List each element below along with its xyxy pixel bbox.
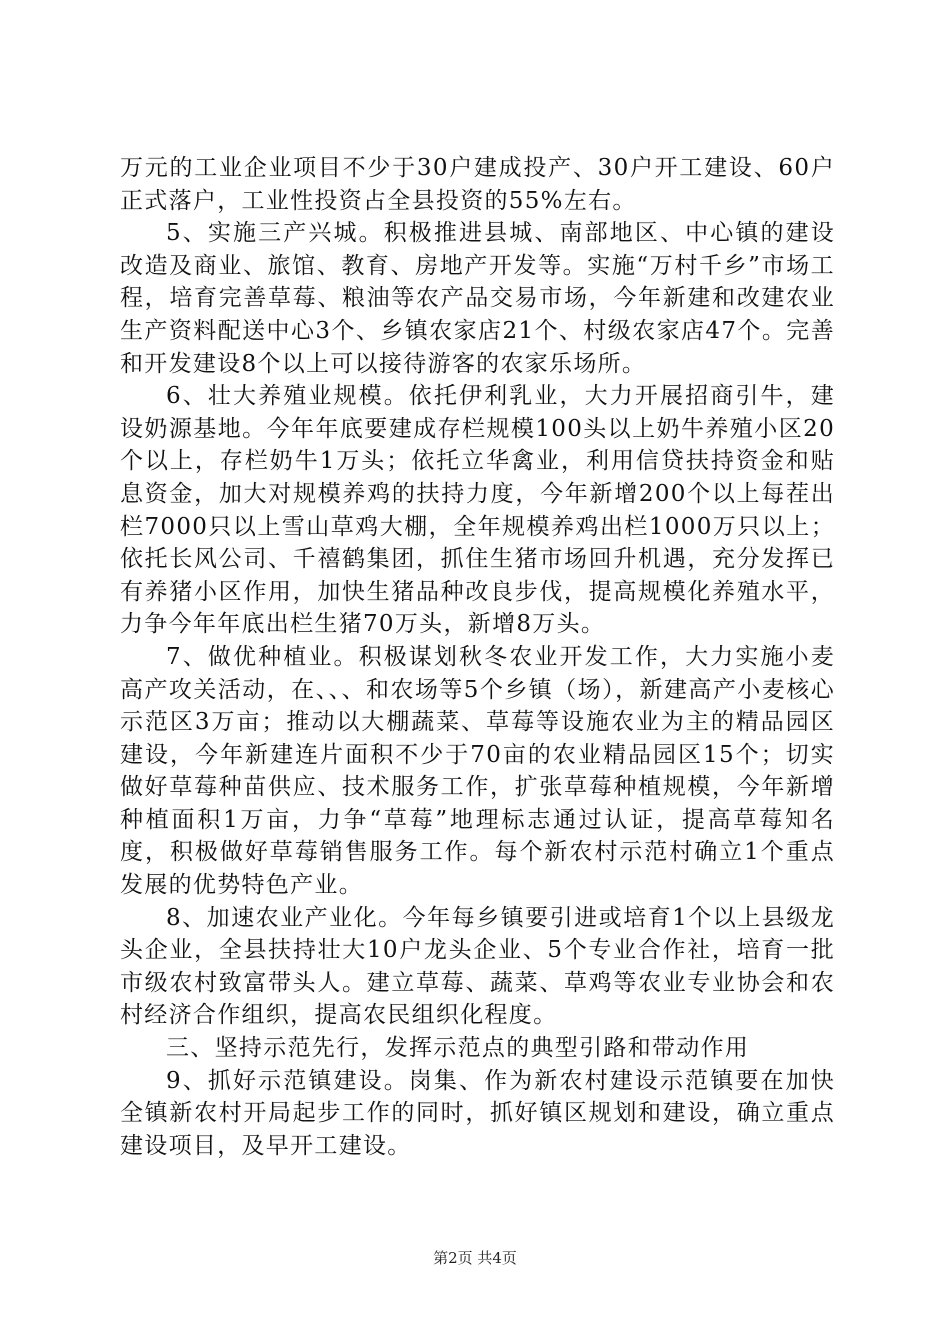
document-body xyxy=(120,152,835,1162)
paragraph-item-8: 8、加速农业产业化。今年每乡镇要引进或培育1个以上县级龙头企业，全县扶持壮大10户龙头企业、5个专业合作社，培育一批市级农村致富带头人。建立草莓、蔬菜、草鸡等农业专业协会和农村经济合作组织，提高农民组织化程度。 xyxy=(120,904,835,1029)
paragraph-continuation: 万元的工业企业项目不少于30户建成投产、30户开工建设、60户正式落户，工业性投资占全县投资的55%左右。 xyxy=(120,155,835,214)
paragraph-item-5: 5、实施三产兴城。积极推进县城、南部地区、中心镇的建设改造及商业、旅馆、教育、房地产开发等。实施“万村千乡”市场工程，培育完善草莓、粮油等农产品交易市场，今年新建和改建农业生产资料配送中心3个、乡镇农家店21个、村级农家店47个。完善和开发建设8个以上可以接待游客的农家乐场所。 xyxy=(120,220,835,377)
paragraph-item-7: 7、做优种植业。积极谋划秋冬农业开发工作，大力实施小麦高产攻关活动，在、、、和农场等5个乡镇（场），新建高产小麦核心示范区3万亩；推动以大棚蔬菜、草莓等设施农业为主的精品园区建设，今年新建连片面积不少于70亩的农业精品园区15个；切实做好草莓种苗供应、技术服务工作，扩张草莓种植规模，今年新增种植面积1万亩，力争“草莓”地理标志通过认证，提高草莓知名度，积极做好草莓销售服务工作。每个新农村示范村确立1个重点发展的优势特色产业。 xyxy=(120,643,835,899)
section-heading-3: 三、坚持示范先行，发挥示范点的典型引路和带动作用 xyxy=(166,1035,750,1062)
page-footer: 第2页 共4页 xyxy=(433,1249,517,1267)
paragraph-item-6: 6、壮大养殖业规模。依托伊利乳业，大力开展招商引牛，建设奶源基地。今年年底要建成存栏规模100头以上奶牛养殖小区20个以上，存栏奶牛1万头；依托立华禽业，利用信贷扶持资金和贴息资金，加大对规模养鸡的扶持力度，今年新增200个以上每茬出栏7000只以上雪山草鸡大棚，全年规模养鸡出栏1000万只以上；依托长风公司、千禧鹤集团，抓住生猪市场回升机遇，充分发挥已有养猪小区作用，加快生猪品种改良步伐，提高规模化养殖水平，力争今年年底出栏生猪70万头，新增8万头。 xyxy=(120,383,835,638)
paragraph-item-9: 9、抓好示范镇建设。岗集、作为新农村建设示范镇要在加快全镇新农村开局起步工作的同时，抓好镇区规划和建设，确立重点建设项目，及早开工建设。 xyxy=(120,1067,835,1159)
